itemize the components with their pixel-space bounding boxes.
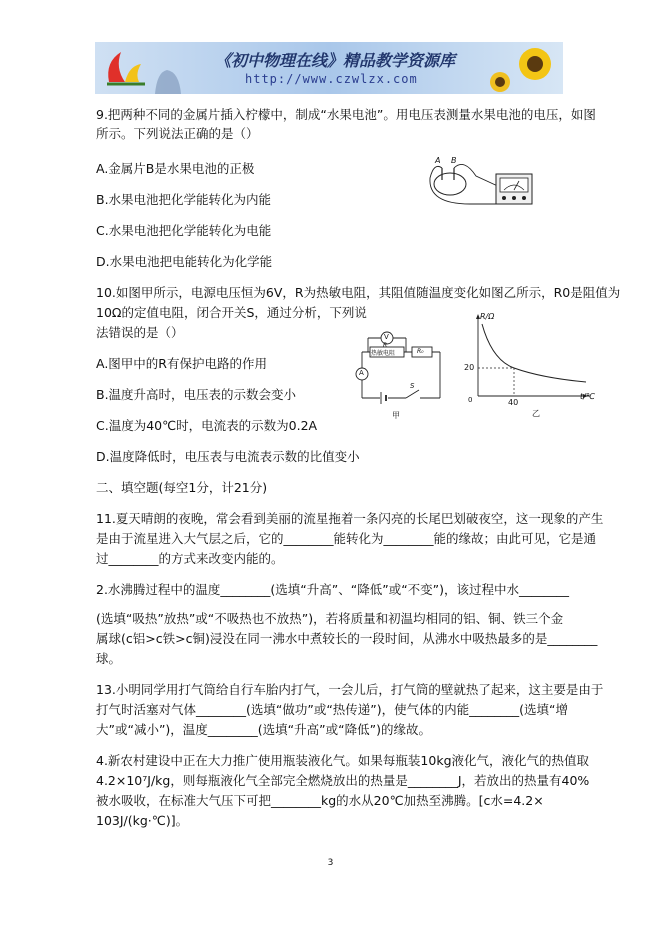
circuit-thermistor-label: 热敏电阻 <box>371 350 396 357</box>
section-fill-blank-heading: 二、填空题(每空1分，计21分) <box>96 480 268 495</box>
q11-line2: 是由于流星进入大气层之后，它的________能转化为________能的缘故；由此可见，它是通 <box>96 531 597 546</box>
q11-line3: 过________的方式来改变内能的。 <box>96 551 284 566</box>
q9-option-a: A.金属片B是水果电池的正极 <box>96 161 255 176</box>
q12-line1: 2.水沸腾过程中的温度________(选填“升高”、“降低”或“不变”)，该过程中水________ <box>96 582 570 597</box>
q10-option-c: C.温度为40℃时，电流表的示数为0.2A <box>96 418 318 433</box>
q14-line1: 4.新农村建设中正在大力推广使用瓶装液化气。如果每瓶装10kg液化气，液化气的热值取 <box>96 753 590 768</box>
q11-line1: 11.夏天晴朗的夜晚，常会看到美丽的流星拖着一条闪亮的长尾巴划破夜空，这一现象的产生 <box>96 511 604 526</box>
q13-line2: 打气时活塞对气体________(选填“做功”或“热传递”)，使气体的内能________(选填“增 <box>96 702 569 717</box>
q10-stem-line2: 10Ω的定值电阻，闭合开关S，通过分析，下列说 <box>96 305 367 320</box>
q10-graph-figure <box>458 310 598 422</box>
q12-line3: 属球(c铝>c铁>c铜)浸没在同一沸水中煮较长的一段时间，从沸水中吸热最多的是________ <box>96 631 598 646</box>
graph-ytick: 20 <box>464 363 475 372</box>
q12-line2: (选填“吸热”放热”或“不吸热也不放热”)，若将质量和初温均相同的铝、铜、铁三个金 <box>96 611 564 626</box>
graph-ylabel: R/Ω <box>480 312 495 321</box>
q10-option-d: D.温度降低时，电压表与电流表示数的比值变小 <box>96 449 360 464</box>
q9-label-b: B <box>451 156 457 165</box>
voltmeter-icon <box>496 174 532 204</box>
circuit-caption: 甲 <box>392 411 400 420</box>
q9-label-a: A <box>435 156 441 165</box>
q13-line1: 13.小明同学用打气筒给自行车胎内打气，一会儿后，打气筒的壁就热了起来，这主要是由于 <box>96 682 604 697</box>
q13-line3: 大”或“减小”)，温度________(选填“升高”或“降低”)的缘故。 <box>96 722 431 737</box>
header-banner <box>95 42 563 94</box>
banner-url: http://www.czwlzx.com <box>245 72 418 86</box>
q10-option-a: A.图甲中的R有保护电路的作用 <box>96 356 267 371</box>
circuit-r0-label: R₀ <box>417 348 424 355</box>
q14-line2: 4.2×10⁷J/kg，则每瓶液化气全部完全燃烧放出的热量是________J，若放出的热量有40% <box>96 773 590 788</box>
q10-circuit-figure <box>340 328 448 424</box>
q9-stem-line2: 所示。下列说法正确的是（） <box>96 126 259 141</box>
graph-caption: 乙 <box>532 409 540 418</box>
q14-line4: 103J/(kg·℃)]。 <box>96 813 189 828</box>
q14-line3: 被水吸收，在标准大气压下可把________kg的水从20℃加热至沸腾。[c水=4.2× <box>96 793 544 808</box>
circuit-a-label: A <box>359 369 364 377</box>
circuit-r-label: R <box>383 342 388 349</box>
q9-option-b: B.水果电池把化学能转化为内能 <box>96 192 272 207</box>
circuit-v-label: V <box>384 333 389 341</box>
graph-xlabel: t/℃ <box>580 392 595 401</box>
banner-title: 《初中物理在线》精品教学资源库 <box>215 51 456 70</box>
q10-stem-line3: 法错误的是（） <box>96 325 184 340</box>
q9-stem-line1: 9.把两种不同的金属片插入柠檬中，制成“水果电池”。用电压表测量水果电池的电压，如图 <box>96 107 596 122</box>
q9-option-c: C.水果电池把化学能转化为电能 <box>96 223 272 238</box>
page-number: 3 <box>327 858 334 868</box>
q10-option-b: B.温度升高时，电压表的示数会变小 <box>96 387 297 402</box>
q9-figure <box>420 158 540 214</box>
q12-line4: 球。 <box>96 651 122 666</box>
graph-xtick: 40 <box>508 398 519 407</box>
circuit-s-label: S <box>410 382 415 390</box>
q10-stem-line1: 10.如图甲所示，电源电压恒为6V，R为热敏电阻，其阻值随温度变化如图乙所示，R0是阻值为 <box>96 285 621 300</box>
graph-curve <box>482 324 586 382</box>
q9-option-d: D.水果电池把电能转化为化学能 <box>96 254 273 269</box>
graph-origin: 0 <box>468 396 473 404</box>
